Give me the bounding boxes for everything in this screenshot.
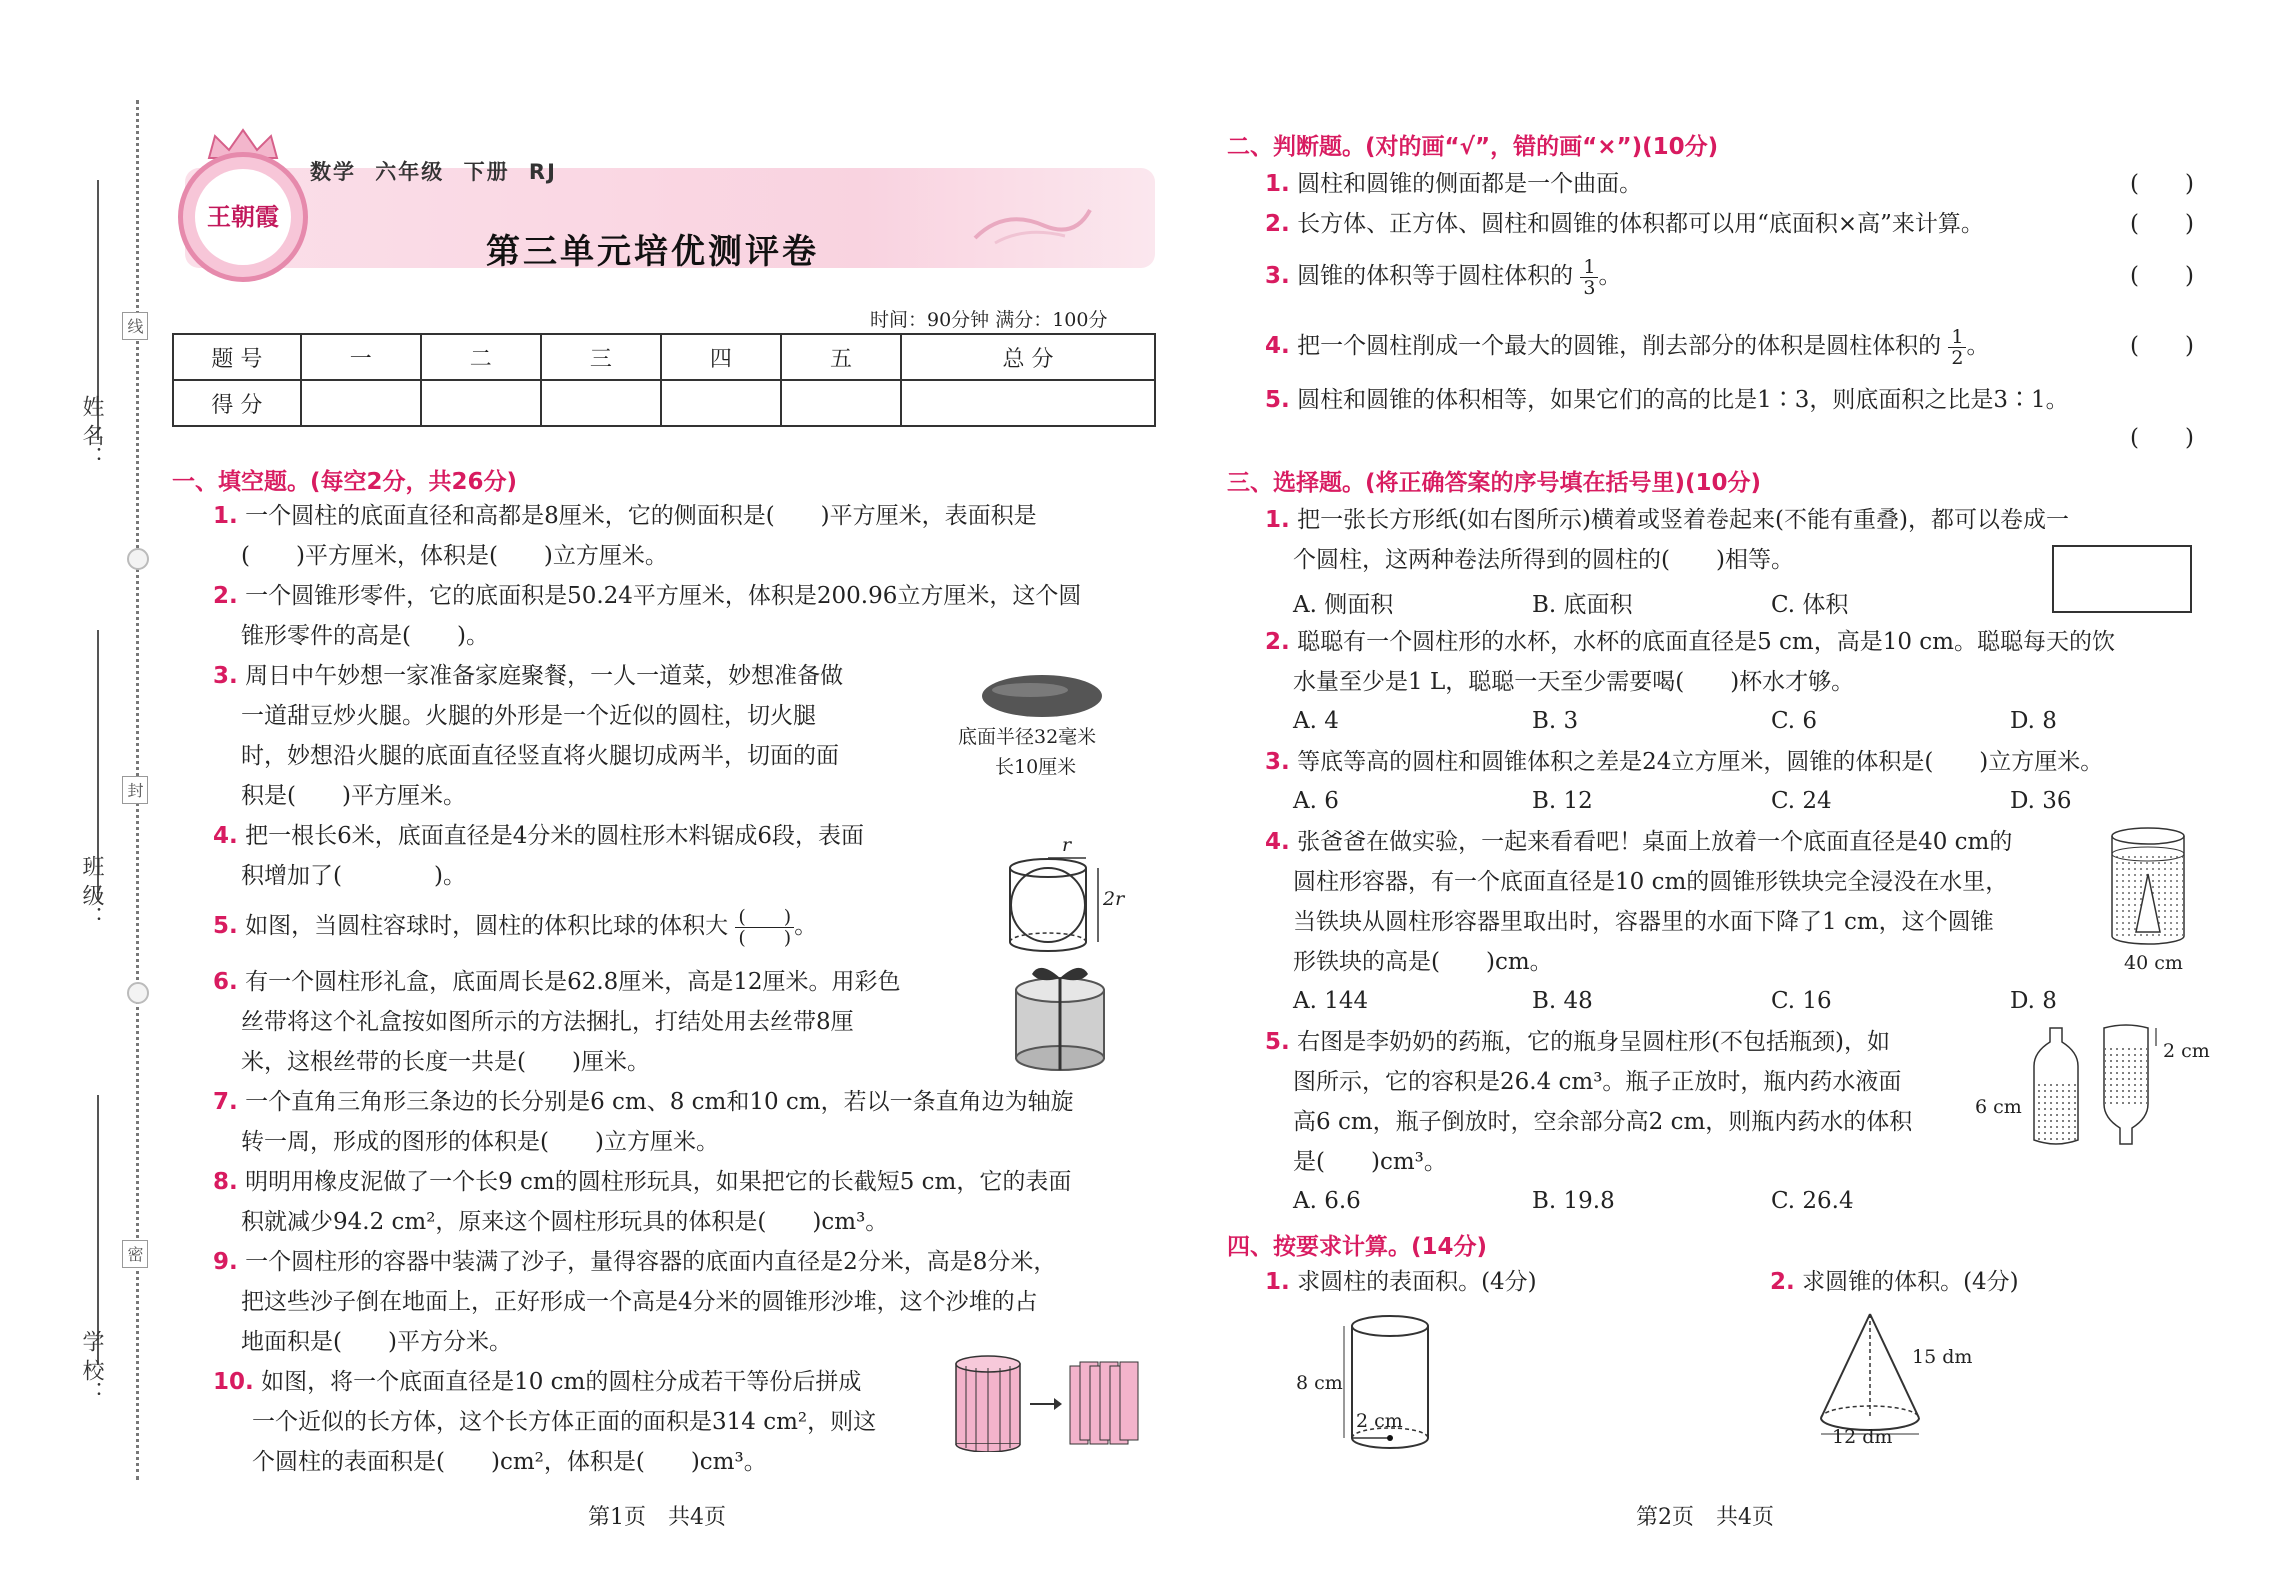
question-text: 聪聪有一个圆柱形的水杯，水杯的底面直径是5 cm，高是10 cm。聪聪每天的饮 [1297, 629, 2115, 655]
cylinder-radius-label: 2 cm [1356, 1410, 1403, 1432]
question-number: 7. [213, 1089, 238, 1115]
option-b[interactable]: B. 12 [1532, 788, 1593, 814]
question-number: 2. [213, 583, 238, 609]
question-number: 5. [1265, 387, 1290, 413]
answer-bracket[interactable]: ( ) [2130, 263, 2194, 289]
question-text: 有一个圆柱形礼盒，底面周长是62.8厘米，高是12厘米。用彩色 [245, 969, 901, 995]
question-text-line: 锥形零件的高是( )。 [241, 623, 489, 649]
school-label: 学 校： [79, 1330, 104, 1403]
question-number: 3. [213, 663, 238, 689]
question-number: 1. [1265, 507, 1290, 533]
option-c[interactable]: C. 16 [1771, 988, 1832, 1014]
score-table-header: 五 [781, 334, 901, 380]
seal-mark-secret: 密 [122, 1240, 148, 1268]
question-text-line: 形铁块的高是( )cm。 [1293, 949, 1553, 975]
cone-diameter-label: 12 dm [1832, 1426, 1893, 1448]
question-text-line: 圆柱形容器，有一个底面直径是10 cm的圆锥形铁块完全浸没在水里， [1293, 869, 2009, 895]
seal-mark-seal: 封 [122, 776, 148, 804]
score-cell[interactable] [421, 380, 541, 426]
question-text-line: 积是( )平方厘米。 [241, 783, 466, 809]
score-table-header: 三 [541, 334, 661, 380]
option-d[interactable]: D. 8 [2010, 988, 2057, 1014]
question-text: 把一个圆柱削成一个最大的圆锥，削去部分的体积是圆柱体积的 [1297, 333, 1942, 359]
question-7 [213, 1082, 1074, 1122]
diameter-label: 40 cm [2124, 952, 2183, 974]
score-cell[interactable] [541, 380, 661, 426]
score-table-header: 总 分 [901, 334, 1155, 380]
school-field-line [97, 1095, 99, 1365]
score-table-header: 题 号 [173, 334, 301, 380]
question-text-line: 米，这根丝带的长度一共是( )厘米。 [241, 1049, 650, 1075]
option-b[interactable]: B. 底面积 [1532, 592, 1633, 618]
question-text: 右图是李奶奶的药瓶，它的瓶身呈圆柱形(不包括瓶颈)，如 [1297, 1029, 1891, 1055]
time-info: 时间：90分钟 满分：100分 [870, 309, 1108, 331]
choice-question-2 [1265, 622, 2115, 662]
page-title: 第三单元培优测评卷 [486, 232, 819, 272]
judgement-1 [1265, 164, 1642, 204]
score-cell[interactable] [901, 380, 1155, 426]
question-text-line: 当铁块从圆柱形容器里取出时，容器里的水面下降了1 cm，这个圆锥 [1293, 909, 1994, 935]
choice-question-5 [1265, 1022, 1890, 1062]
container-cone-diagram [2108, 824, 2188, 954]
question-number: 5. [213, 913, 238, 939]
binding-hole [127, 548, 149, 570]
option-c[interactable]: C. 24 [1771, 788, 1832, 814]
choice-question-3 [1265, 742, 2103, 782]
option-d[interactable]: D. 8 [2010, 708, 2057, 734]
question-text: 圆柱和圆锥的侧面都是一个曲面。 [1297, 171, 1643, 197]
question-text: 把一根长6米，底面直径是4分米的圆柱形木料锯成6段，表面 [245, 823, 864, 849]
option-a[interactable]: A. 6.6 [1293, 1188, 1361, 1214]
question-text-line: 一道甜豆炒火腿。火腿的外形是一个近似的圆柱，切火腿 [241, 703, 816, 729]
section-true-false-title: 二、判断题。(对的画“√”，错的画“×”)(10分) [1227, 134, 1719, 160]
judgement-2 [1265, 204, 1984, 244]
section-calculation-title: 四、按要求计算。(14分) [1227, 1234, 1488, 1260]
class-label: 班 级： [79, 855, 104, 928]
question-number: 2. [1265, 629, 1290, 655]
option-b[interactable]: B. 19.8 [1532, 1188, 1615, 1214]
choice-question-1 [1265, 500, 2069, 540]
score-cell[interactable] [781, 380, 901, 426]
option-c[interactable]: C. 6 [1771, 708, 1818, 734]
question-number: 3. [1265, 263, 1290, 289]
question-text-line: 地面积是( )平方分米。 [241, 1329, 512, 1355]
question-number: 4. [213, 823, 238, 849]
judgement-3: 3. 圆锥的体积等于圆柱体积的 $\frac{1}{3}$ 。 [1265, 255, 1622, 299]
score-table-header: 四 [661, 334, 781, 380]
question-number: 1. [1265, 171, 1290, 197]
score-table-header: 一 [301, 334, 421, 380]
question-number: 8. [213, 1169, 238, 1195]
answer-bracket[interactable]: ( ) [2130, 211, 2194, 237]
choice-question-4 [1265, 822, 2012, 862]
question-9 [213, 1242, 1056, 1282]
question-number: 2. [1770, 1269, 1795, 1295]
option-d[interactable]: D. 36 [2010, 788, 2072, 814]
option-a[interactable]: A. 6 [1293, 788, 1339, 814]
section-multiple-choice-title: 三、选择题。(将正确答案的序号填在括号里)(10分) [1227, 470, 1762, 496]
medicine-bottle-diagram [2030, 1022, 2170, 1152]
question-text-line: 一个近似的长方体，这个长方体正面的面积是314 cm²，则这 [252, 1409, 877, 1435]
brand-logo [178, 152, 308, 282]
option-a[interactable]: A. 侧面积 [1293, 592, 1394, 618]
score-table-row [173, 380, 1155, 426]
question-text: 如图，将一个底面直径是10 cm的圆柱分成若干等份后拼成 [261, 1369, 862, 1395]
answer-bracket[interactable]: ( ) [2130, 425, 2194, 451]
question-text: 如图，当圆柱容球时，圆柱的体积比球的体积大 [245, 913, 729, 939]
question-6 [213, 962, 901, 1002]
question-8 [213, 1162, 1071, 1202]
question-3 [213, 656, 843, 696]
liquid-height-label: 6 cm [1975, 1096, 2022, 1118]
cylinder-figure [1340, 1310, 1440, 1460]
score-cell[interactable] [301, 380, 421, 426]
question-number: 4. [1265, 333, 1290, 359]
question-text: 求圆锥的体积。(4分) [1802, 1269, 2019, 1295]
question-text: 圆锥的体积等于圆柱体积的 [1297, 263, 1574, 289]
fraction: $\frac{1}{3}$ [1580, 257, 1598, 298]
question-text-line: 图所示，它的容积是26.4 cm³。瓶子正放时，瓶内药水液面 [1293, 1069, 1902, 1095]
question-number: 1. [1265, 1269, 1290, 1295]
radius-label: r [1062, 834, 1072, 856]
question-text-line: 高6 cm，瓶子倒放时，空余部分高2 cm，则瓶内药水的体积 [1293, 1109, 1913, 1135]
question-text-line: ( )平方厘米，体积是( )立方厘米。 [241, 543, 668, 569]
question-number: 10. [213, 1369, 254, 1395]
question-number: 5. [1265, 1029, 1290, 1055]
question-text: 等底等高的圆柱和圆锥体积之差是24立方厘米，圆锥的体积是( )立方厘米。 [1297, 749, 2104, 775]
question-number: 9. [213, 1249, 238, 1275]
question-2 [213, 576, 1081, 616]
question-number: 2. [1265, 211, 1290, 237]
question-number: 6. [213, 969, 238, 995]
question-text-line: 积增加了( )。 [241, 863, 466, 889]
answer-bracket[interactable]: ( ) [2130, 333, 2194, 359]
option-b[interactable]: B. 48 [1532, 988, 1593, 1014]
question-text-line: 是( )cm³。 [1293, 1149, 1447, 1175]
answer-fraction-blank[interactable]: $\frac{( )}{( )}$ [735, 907, 794, 948]
question-text: 张爸爸在做实验，一起来看看吧！桌面上放着一个底面直径是40 cm的 [1297, 829, 2013, 855]
question-text: 圆柱和圆锥的体积相等，如果它们的高的比是1∶3，则底面积之比是3∶1。 [1297, 387, 2069, 413]
question-1 [213, 496, 1037, 536]
question-text: 求圆柱的表面积。(4分) [1297, 1269, 1537, 1295]
cone-figure [1815, 1310, 1925, 1440]
question-text-line: 水量至少是1 L，聪聪一天至少需要喝( )杯水才够。 [1293, 669, 1855, 695]
question-text: 一个圆柱形的容器中装满了沙子，量得容器的底面内直径是2分米，高是8分米， [245, 1249, 1057, 1275]
question-10 [213, 1362, 861, 1402]
question-text: 长方体、正方体、圆柱和圆锥的体积都可以用“底面积×高”来计算。 [1297, 211, 1984, 237]
fraction: $\frac{1}{2}$ [1948, 327, 1966, 368]
question-text-line: 个圆柱的表面积是( )cm²，体积是( )cm³。 [252, 1449, 767, 1475]
calc-question-1 [1265, 1262, 1537, 1302]
ham-caption: 底面半径32毫米 [958, 726, 1097, 748]
question-5: 5. 如图，当圆柱容球时，圆柱的体积比球的体积大 $\frac{( )}{( )}$ 。 [213, 905, 818, 949]
question-text: 明明用橡皮泥做了一个长9 cm的圆柱形玩具，如果把它的长截短5 cm，它的表面 [245, 1169, 1072, 1195]
question-text-line: 转一周，形成的图形的体积是( )立方厘米。 [241, 1129, 719, 1155]
question-text: 一个圆锥形零件，它的底面积是50.24平方厘米，体积是200.96立方厘米，这个圆 [245, 583, 1082, 609]
judgement-5 [1265, 380, 2069, 420]
cone-height-label: 15 dm [1912, 1346, 1973, 1368]
question-text: 周日中午妙想一家准备家庭聚餐，一人一道菜，妙想准备做 [245, 663, 844, 689]
brand-logo-text: 王朝霞 [195, 169, 291, 265]
option-a[interactable]: A. 4 [1293, 708, 1339, 734]
score-cell[interactable] [661, 380, 781, 426]
question-text-line: 丝带将这个礼盒按如图所示的方法捆扎，打结处用去丝带8厘 [241, 1009, 854, 1035]
page-number-left: 第1页 共4页 [588, 1505, 726, 1530]
score-table-header-row [173, 334, 1155, 380]
question-text: 一个圆柱的底面直径和高都是8厘米，它的侧面积是( )平方厘米，表面积是 [245, 503, 1037, 529]
question-text-line: 个圆柱，这两种卷法所得到的圆柱的( )相等。 [1293, 547, 1794, 573]
score-table-header: 二 [421, 334, 541, 380]
answer-bracket[interactable]: ( ) [2130, 171, 2194, 197]
name-label: 姓 名： [79, 395, 104, 468]
cylinder-to-cuboid-diagram [950, 1352, 1150, 1452]
question-text: 把一张长方形纸(如右图所示)横着或竖着卷起来(不能有重叠)，都可以卷成一 [1297, 507, 2069, 533]
question-number: 1. [213, 503, 238, 529]
calc-question-2 [1770, 1262, 2019, 1302]
rectangle-paper-figure [2052, 545, 2192, 613]
judgement-4: 4. 把一个圆柱削成一个最大的圆锥，削去部分的体积是圆柱体积的 $\frac{1}{2}$ 。 [1265, 325, 1990, 369]
option-a[interactable]: A. 144 [1293, 988, 1369, 1014]
height-label: 2r [1103, 888, 1125, 910]
cylinder-height-label: 8 cm [1296, 1372, 1343, 1394]
question-number: 3. [1265, 749, 1290, 775]
binding-hole [127, 982, 149, 1004]
score-row-label: 得 分 [173, 380, 301, 426]
question-text-line: 时，妙想沿火腿的底面直径竖直将火腿切成两半，切面的面 [241, 743, 839, 769]
gift-box-illustration [1010, 960, 1110, 1072]
question-text-line: 积就减少94.2 cm²，原来这个圆柱形玩具的体积是( )cm³。 [241, 1209, 889, 1235]
question-text-line: 把这些沙子倒在地面上，正好形成一个高是4分米的圆锥形沙堆，这个沙堆的占 [241, 1289, 1038, 1315]
page-number-right: 第2页 共4页 [1636, 1505, 1774, 1530]
question-text: 一个直角三角形三条边的长分别是6 cm、8 cm和10 cm，若以一条直角边为轴旋 [245, 1089, 1074, 1115]
ham-caption: 长10厘米 [995, 756, 1077, 778]
subject-line: 数学 六年级 下册 RJ [310, 160, 557, 184]
question-4 [213, 816, 864, 856]
score-table [172, 333, 1156, 427]
option-b[interactable]: B. 3 [1532, 708, 1579, 734]
option-c[interactable]: C. 26.4 [1771, 1188, 1854, 1214]
section-fill-blank-title: 一、填空题。(每空2分，共26分) [172, 469, 518, 495]
empty-height-label: 2 cm [2163, 1040, 2210, 1062]
cloud-ornament-icon [965, 198, 1095, 248]
question-number: 4. [1265, 829, 1290, 855]
option-c[interactable]: C. 体积 [1771, 592, 1849, 618]
seal-mark-line: 线 [122, 312, 148, 340]
ham-illustration [980, 672, 1105, 720]
